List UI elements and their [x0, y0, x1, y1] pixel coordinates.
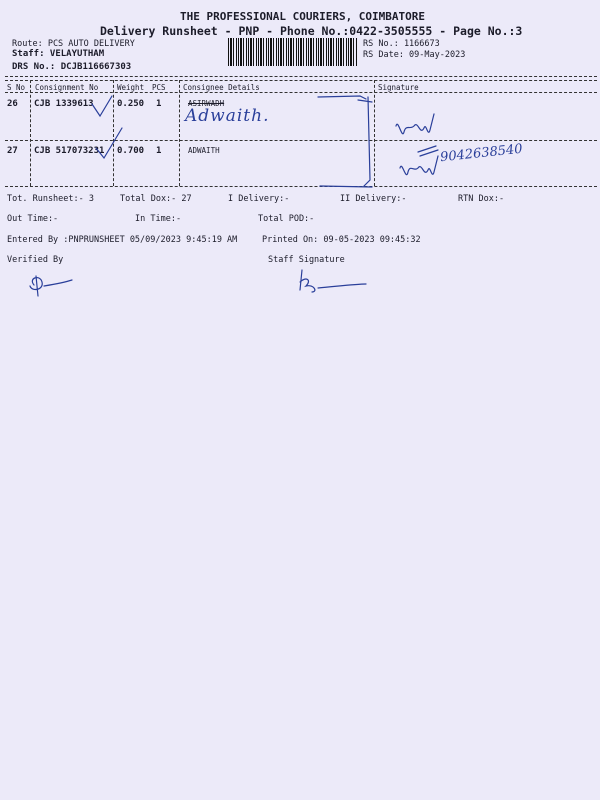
staff-label: Staff: VELAYUTHAM	[12, 49, 105, 59]
signature-mark	[396, 114, 434, 134]
route-label: Route: PCS AUTO DELIVERY	[12, 39, 135, 49]
col-consignment: Consignment No	[35, 83, 99, 92]
total-pod: Total POD:-	[258, 214, 315, 224]
rs-date: RS Date: 09-May-2023	[363, 50, 466, 60]
rtn-dox: RTN Dox:-	[458, 194, 505, 204]
verified-by-label: Verified By	[7, 255, 64, 265]
row-27-sno: 27	[7, 146, 18, 156]
handwritten-phone: 9042638540	[439, 141, 524, 166]
ii-delivery: II Delivery:-	[340, 194, 407, 204]
row-27-weight: 0.700	[117, 146, 145, 156]
row-27-pcs: 1	[156, 146, 162, 156]
drs-number: DRS No.: DCJB116667303	[12, 62, 132, 72]
box-right-line	[364, 97, 370, 186]
col-sno: S No	[7, 83, 26, 92]
verified-signature	[30, 276, 72, 296]
signature-mark	[418, 146, 438, 156]
box-top-line	[318, 96, 366, 99]
row-26-pcs: 1	[156, 99, 162, 109]
staff-signature-label: Staff Signature	[268, 255, 345, 265]
signature-mark	[400, 156, 438, 175]
row-26-sno: 26	[7, 99, 18, 109]
staff-signature-mark	[300, 270, 366, 292]
tick-mark-icon	[96, 128, 122, 158]
col-weight: Weight	[117, 83, 145, 92]
col-signature: Signature	[378, 83, 419, 92]
row-27-consignee: ADWAITH	[188, 146, 220, 155]
out-time: Out Time:-	[7, 214, 59, 224]
handwritten-name: Adwaith.	[185, 106, 270, 126]
row-26-consignee: ASIRWADH	[188, 99, 225, 108]
col-consignee: Consignee Details	[183, 83, 260, 92]
total-dox: Total Dox:- 27	[120, 194, 192, 204]
runsheet-title: Delivery Runsheet - PNP - Phone No.:0422-3505555 - Page No.:3	[100, 24, 523, 38]
box-corner	[358, 100, 372, 102]
tick-mark-icon	[92, 96, 112, 116]
tot-runsheet: Tot. Runsheet:- 3	[7, 194, 94, 204]
row-27-consignment: CJB 517073231	[34, 146, 105, 156]
entered-by: Entered By :PNPRUNSHEET 05/09/2023 9:45:19 AM	[7, 235, 238, 245]
rs-number: RS No.: 1166673	[363, 39, 440, 49]
row-26-weight: 0.250	[117, 99, 145, 109]
col-pcs: PCS	[152, 83, 166, 92]
row-26-consignment: CJB 1339613	[34, 99, 94, 109]
in-time: In Time:-	[135, 214, 182, 224]
i-delivery: I Delivery:-	[228, 194, 290, 204]
printed-on: Printed On: 09-05-2023 09:45:32	[262, 235, 421, 245]
company-title: THE PROFESSIONAL COURIERS, COIMBATORE	[180, 10, 426, 23]
